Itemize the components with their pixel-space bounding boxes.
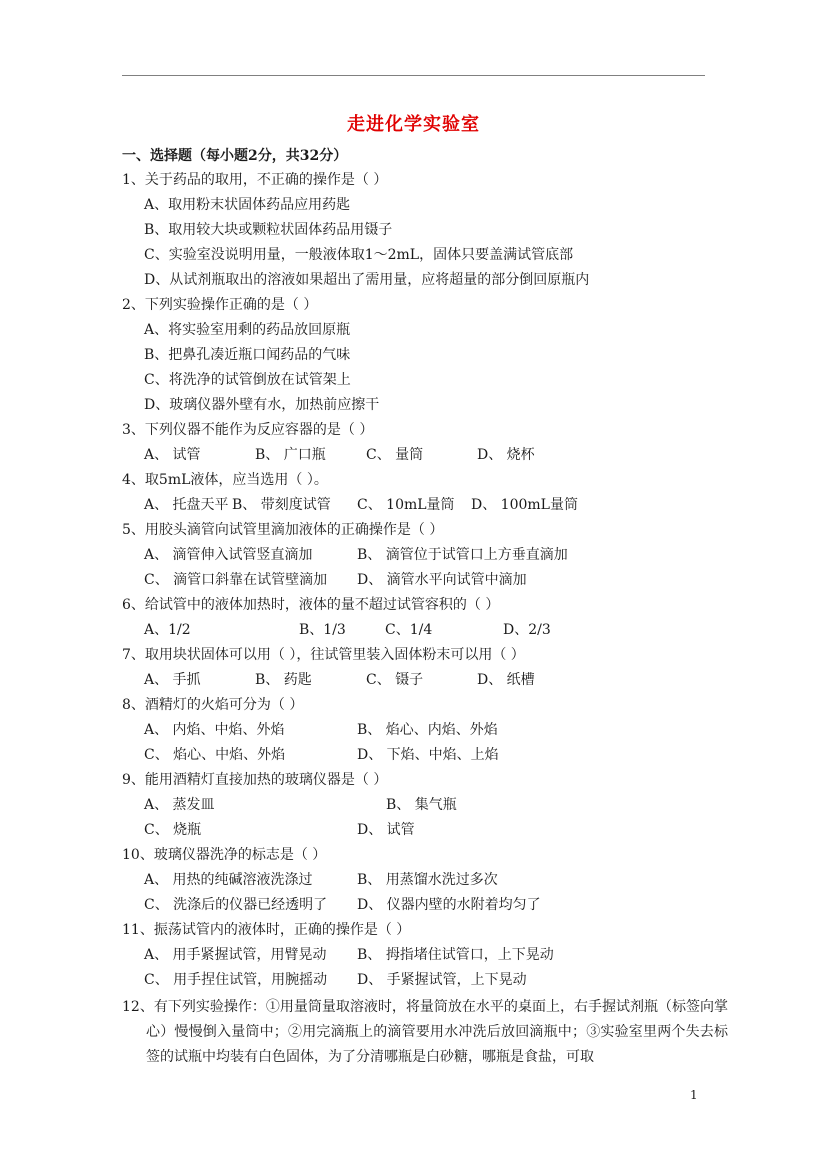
option: A、 手抓 <box>144 672 201 688</box>
question-stem: 6、给试管中的液体加热时，液体的量不超过试管容积的（ ） <box>122 597 500 613</box>
option: B、 用蒸馏水洗过多次 <box>357 872 498 888</box>
option: B、 带刻度试管 <box>232 497 331 513</box>
option: C、 10mL量筒 <box>357 497 455 513</box>
option: A、 滴管伸入试管竖直滴加 <box>144 547 313 563</box>
option-row <box>122 195 707 220</box>
option: B、取用较大块或颗粒状固体药品用镊子 <box>144 222 393 238</box>
option-row <box>122 270 707 295</box>
question-stem: 5、用胶头滴管向试管里滴加液体的正确操作是（ ） <box>122 522 444 538</box>
option: D、 滴管水平向试管中滴加 <box>357 572 527 588</box>
option: C、 焰心、中焰、外焰 <box>144 747 286 763</box>
option: B、 拇指堵住试管口，上下晃动 <box>357 947 554 963</box>
option: C、 洗涤后的仪器已经透明了 <box>144 897 328 913</box>
option-row <box>122 495 707 520</box>
option: C、 滴管口斜靠在试管壁滴加 <box>144 572 328 588</box>
option-row <box>122 445 707 470</box>
option-row <box>122 570 707 595</box>
option-row <box>122 895 707 920</box>
option: D、2/3 <box>503 622 551 638</box>
option: D、 纸槽 <box>477 672 535 688</box>
option: C、1/4 <box>385 622 433 638</box>
question-stem: 4、取5mL液体，应当选用（ ）。 <box>122 472 328 488</box>
option-row <box>122 745 707 770</box>
option: A、 试管 <box>144 447 201 463</box>
page-number: 1 <box>690 1088 698 1102</box>
question-stem: 2、下列实验操作正确的是（ ） <box>122 297 318 313</box>
option-row <box>122 795 707 820</box>
option-row <box>122 220 707 245</box>
option: D、玻璃仪器外壁有水，加热前应擦干 <box>144 397 380 413</box>
option-row <box>122 820 707 845</box>
option-row <box>122 345 707 370</box>
option: B、把鼻孔凑近瓶口闻药品的气味 <box>144 347 351 363</box>
option: C、 烧瓶 <box>144 822 202 838</box>
option: A、1/2 <box>144 622 191 638</box>
option: D、 烧杯 <box>477 447 535 463</box>
question-stem: 11、振荡试管内的液体时，正确的操作是（ ） <box>122 922 411 938</box>
question-stem: 1、关于药品的取用，不正确的操作是（ ） <box>122 172 388 188</box>
question-stem: 10、玻璃仪器洗净的标志是（ ） <box>122 847 327 863</box>
option-row <box>122 545 707 570</box>
question-list <box>122 170 728 1065</box>
option: B、 药匙 <box>255 672 312 688</box>
option-row <box>122 945 707 970</box>
option: B、 集气瓶 <box>386 797 457 813</box>
option-row <box>122 970 707 995</box>
option: A、 托盘天平 <box>144 497 229 513</box>
option: C、将洗净的试管倒放在试管架上 <box>144 372 351 388</box>
section-heading: 一、选择题（每小题2分，共32分） <box>122 148 348 164</box>
option: C、 镊子 <box>366 672 424 688</box>
option-row <box>122 720 707 745</box>
option: C、实验室没说明用量，一般液体取1～2mL，固体只要盖满试管底部 <box>144 247 574 263</box>
question-stem: 7、取用块状固体可以用（ ），往试管里装入固体粉末可以用（ ） <box>122 647 525 663</box>
option: A、 蒸发皿 <box>144 797 215 813</box>
option: A、将实验室用剩的药品放回原瓶 <box>144 322 351 338</box>
option-row <box>122 670 707 695</box>
question-stem: 8、酒精灯的火焰可分为（ ） <box>122 697 304 713</box>
option-row <box>122 395 707 420</box>
option-row <box>122 245 707 270</box>
option: D、 手紧握试管，上下晃动 <box>357 972 527 988</box>
header-rule <box>122 75 705 76</box>
option: C、 量筒 <box>366 447 424 463</box>
option: D、从试剂瓶取出的溶液如果超出了需用量，应将超量的部分倒回原瓶内 <box>144 272 590 288</box>
option-row <box>122 620 707 645</box>
page-title: 走进化学实验室 <box>347 114 480 135</box>
option: D、 试管 <box>357 822 415 838</box>
option: B、 广口瓶 <box>255 447 326 463</box>
option: C、 用手捏住试管，用腕摇动 <box>144 972 328 988</box>
option: D、 仪器内壁的水附着均匀了 <box>357 897 541 913</box>
option-row <box>122 370 707 395</box>
option: B、1/3 <box>299 622 346 638</box>
option-row <box>122 870 707 895</box>
option: B、 焰心、内焰、外焰 <box>357 722 498 738</box>
question-stem: 3、下列仪器不能作为反应容器的是（ ） <box>122 422 374 438</box>
question-stem: 9、能用酒精灯直接加热的玻璃仪器是（ ） <box>122 772 388 788</box>
option: D、 100mL量筒 <box>471 497 578 513</box>
option: B、 滴管位于试管口上方垂直滴加 <box>357 547 568 563</box>
option: A、 内焰、中焰、外焰 <box>144 722 285 738</box>
option: D、 下焰、中焰、上焰 <box>357 747 499 763</box>
question-stem-long: 12、有下列实验操作：①用量筒量取溶液时，将量筒放在水平的桌面上，右手握试剂瓶（标签向掌心）慢慢倒入量筒中；②用完滴瓶上的滴管要用水冲洗后放回滴瓶中；③实验室里两个失去标签的试瓶中均装有白色固体，为了分清哪瓶是白砂糖，哪瓶是食盐，可取 <box>122 999 728 1065</box>
option: A、取用粉末状固体药品应用药匙 <box>144 197 351 213</box>
option: A、 用热的纯碱溶液洗涤过 <box>144 872 313 888</box>
option: A、 用手紧握试管，用臂晃动 <box>144 947 327 963</box>
option-row <box>122 320 707 345</box>
